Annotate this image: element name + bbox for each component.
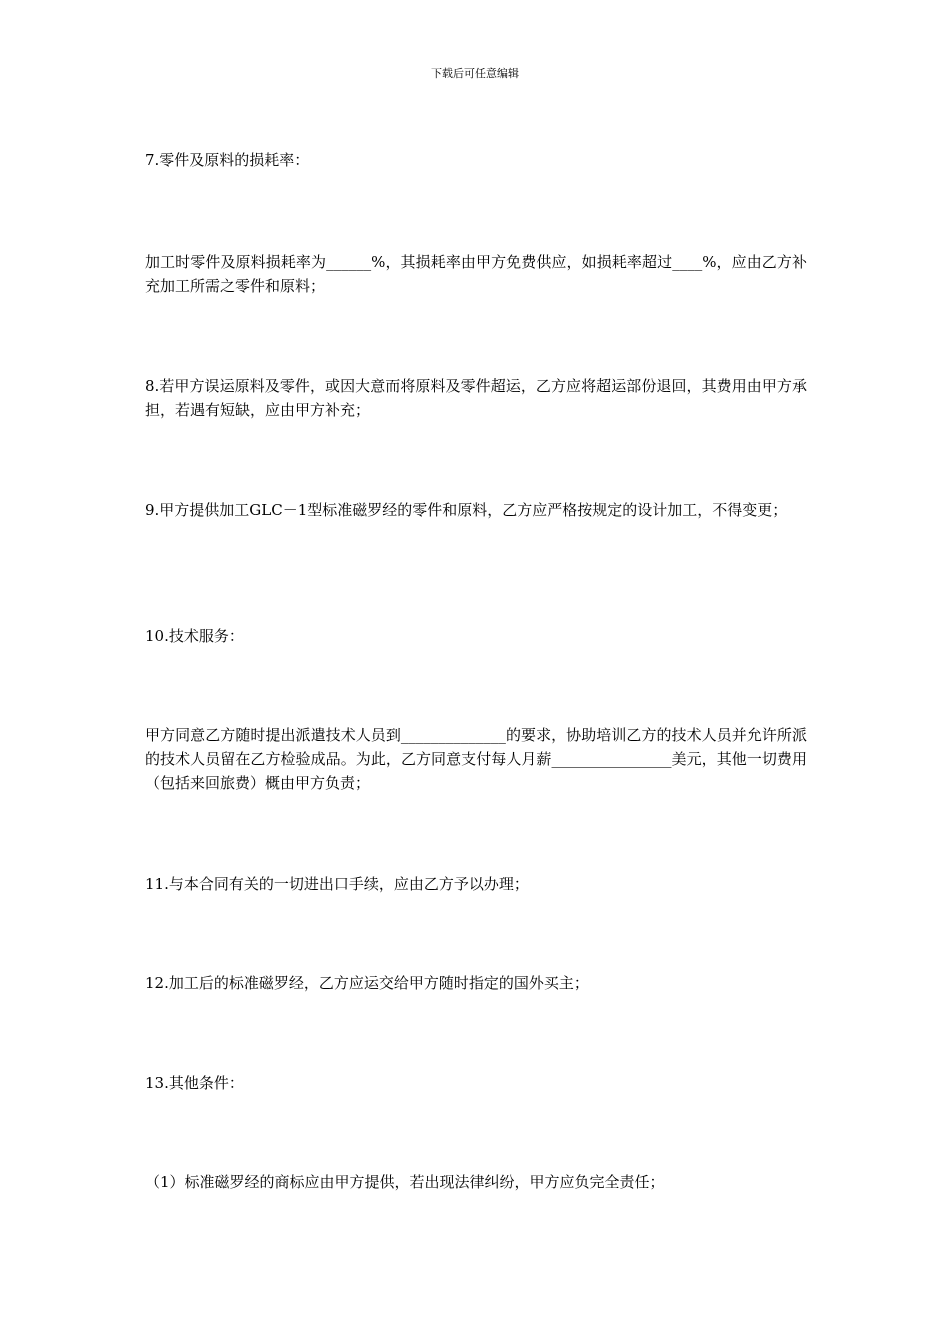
clause-10-title: 10.技术服务： — [145, 627, 244, 645]
clause-8: 8.若甲方误运原料及零件，或因大意而将原料及零件超运，乙方应将超运部份退回，其费用由甲方承担，若遇有短缺，应由甲方补充； — [145, 377, 807, 419]
clause-7-body: 加工时零件及原料损耗率为______%，其损耗率由甲方免费供应，如损耗率超过____%，应由乙方补充加工所需之零件和原料； — [145, 253, 807, 295]
clause-13-title: 13.其他条件： — [145, 1074, 244, 1092]
clause-10-body: 甲方同意乙方随时提出派遣技术人员到______________的要求，协助培训乙方的技术人员并允许所派的技术人员留在乙方检验成品。为此，乙方同意支付每人月薪________________美元，其他一切费用（包括来回旅费）概由甲方负责； — [145, 726, 807, 792]
clause-11: 11.与本合同有关的一切进出口手续，应由乙方予以办理； — [145, 875, 529, 893]
clause-12: 12.加工后的标准磁罗经，乙方应运交给甲方随时指定的国外买主； — [145, 974, 589, 992]
clause-13-item-1: （1）标准磁罗经的商标应由甲方提供，若出现法律纠纷，甲方应负完全责任； — [145, 1173, 665, 1191]
page-header: 下载后可任意编辑 — [431, 67, 519, 80]
clause-7-title: 7.零件及原料的损耗率： — [145, 151, 310, 169]
clause-9: 9.甲方提供加工GLC－1型标准磁罗经的零件和原料，乙方应严格按规定的设计加工，不得变更； — [145, 501, 788, 519]
